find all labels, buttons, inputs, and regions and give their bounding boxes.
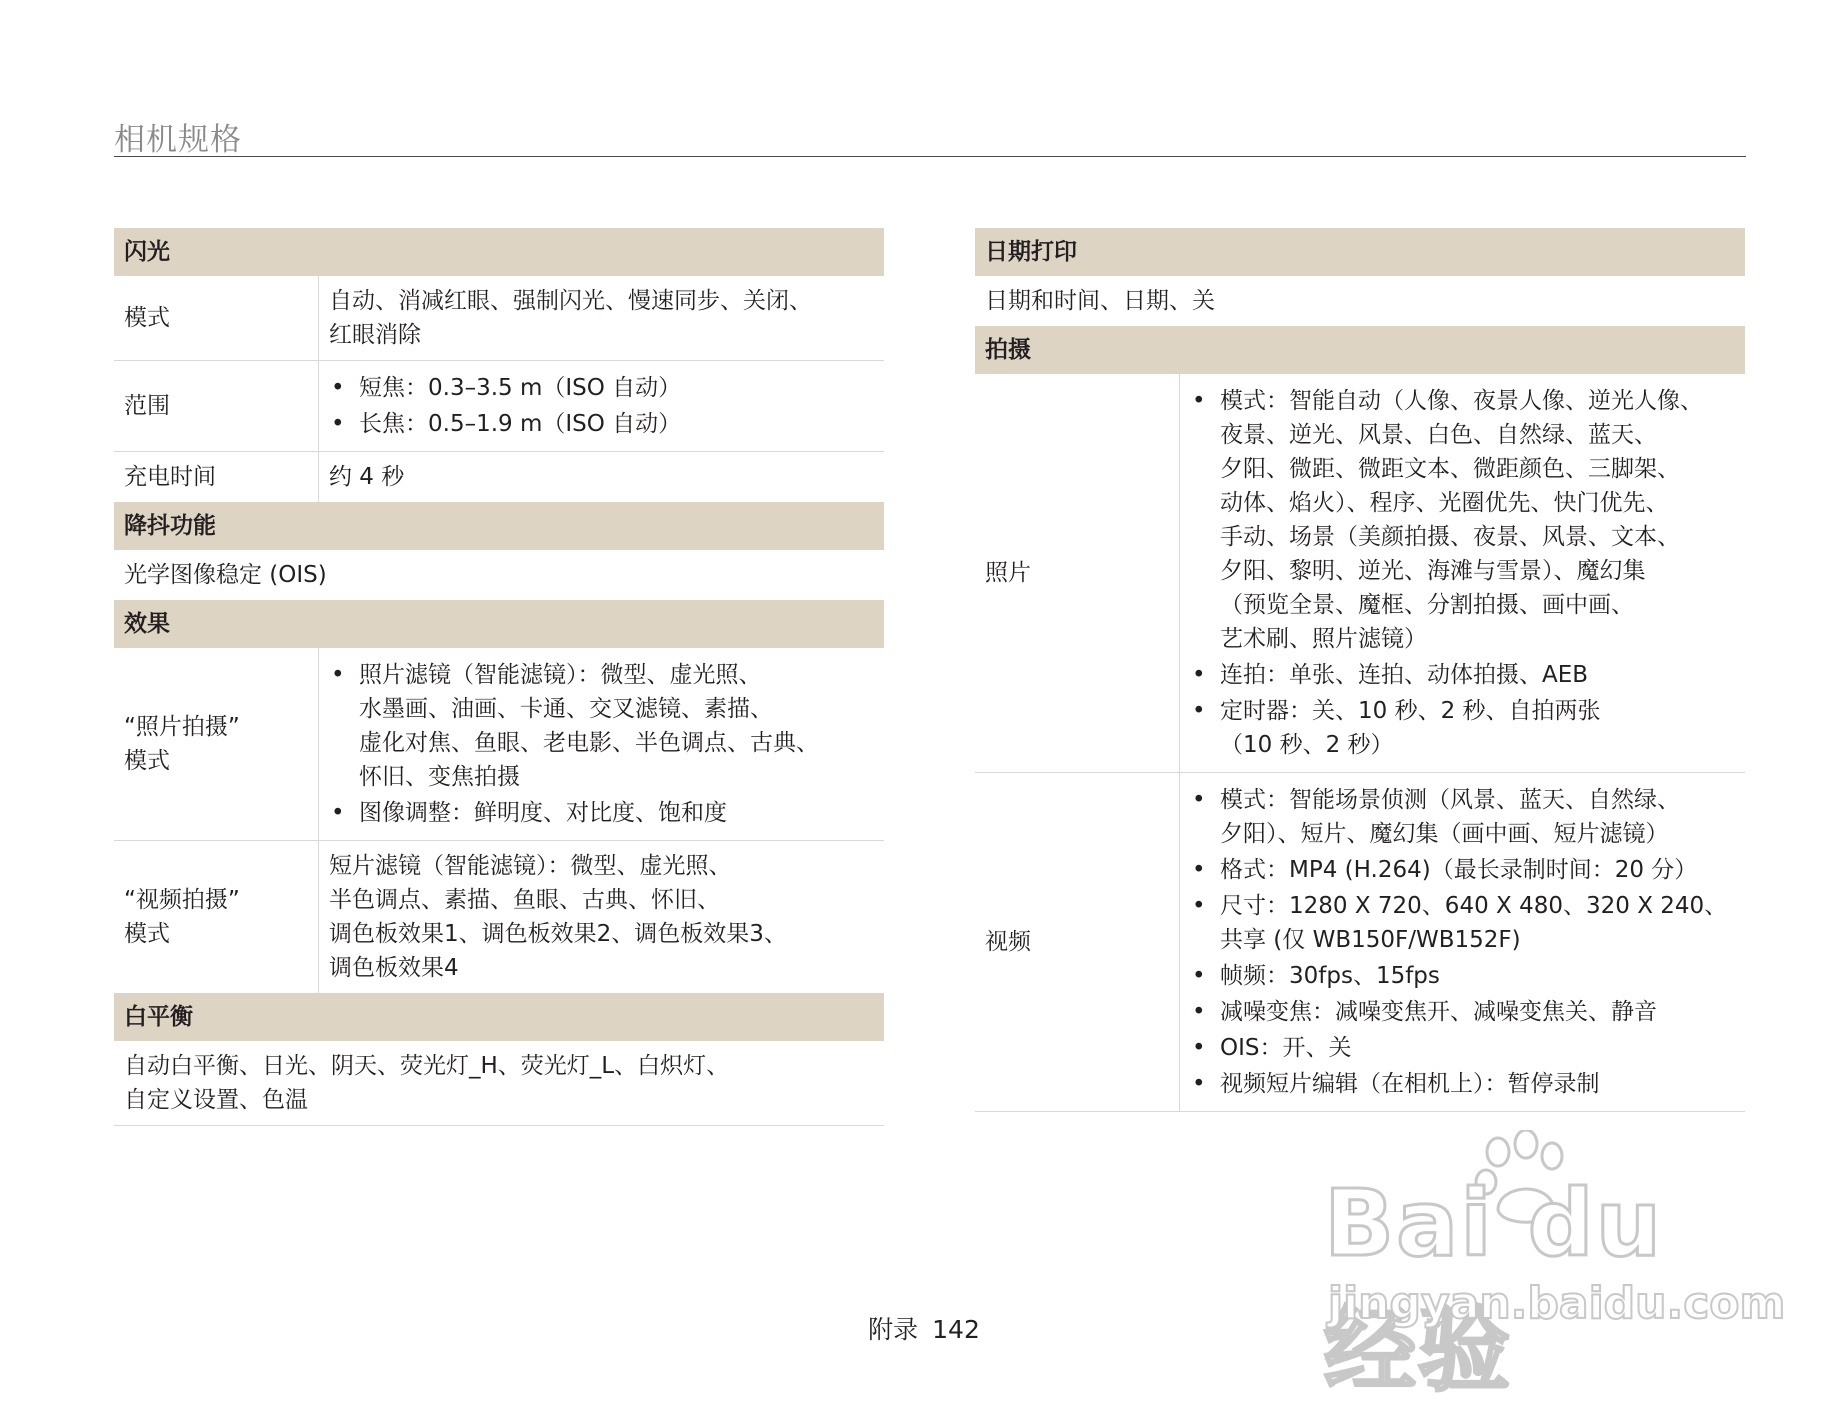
page-title: 相机规格 xyxy=(114,122,242,158)
flash-heading: 闪光 xyxy=(114,228,884,276)
date-print-heading: 日期打印 xyxy=(975,228,1745,276)
flash-charge-key: 充电时间 xyxy=(114,452,319,502)
flash-charge-row xyxy=(114,452,884,502)
flash-range-row xyxy=(114,361,884,452)
list-item: • 减噪变焦：减噪变焦开、减噪变焦关、静音 xyxy=(1190,995,1735,1029)
effects-video-row xyxy=(114,841,884,993)
effects-photo-key: “照片拍摄” 模式 xyxy=(114,648,319,840)
shooting-heading: 拍摄 xyxy=(975,326,1745,374)
flash-mode-row xyxy=(114,276,884,361)
stabilization-text: 光学图像稳定 (OIS) xyxy=(124,562,327,588)
flash-range-list xyxy=(329,371,874,441)
effects-photo-row xyxy=(114,648,884,841)
list-item: • 格式：MP4 (H.264)（最长录制时间：20 分） xyxy=(1190,853,1735,887)
title-rule xyxy=(114,156,1746,157)
effects-video-key: “视频拍摄” 模式 xyxy=(114,841,319,993)
footer-section: 附录 xyxy=(868,1315,919,1344)
white-balance-text: 自动白平衡、日光、阴天、荧光灯_H、荧光灯_L、白炽灯、 自定义设置、色温 xyxy=(114,1041,884,1126)
stabilization-heading: 降抖功能 xyxy=(114,502,884,550)
shooting-photo-row xyxy=(975,374,1745,773)
list-item: • 图像调整：鲜明度、对比度、饱和度 xyxy=(329,796,874,830)
shooting-video-list xyxy=(1190,783,1735,1101)
flash-mode-value: 自动、消减红眼、强制闪光、慢速同步、关闭、 红眼消除 xyxy=(329,288,812,348)
left-column xyxy=(114,228,884,1126)
watermark-brand: Bai du 经验 xyxy=(1324,1170,1664,1404)
list-item: • 尺寸：1280 X 720、640 X 480、320 X 240、 共享 (仅 WB150F/WB152F) xyxy=(1190,889,1735,957)
right-column xyxy=(975,228,1745,1112)
list-item: • 帧频：30fps、15fps xyxy=(1190,959,1735,993)
white-balance-heading: 白平衡 xyxy=(114,993,884,1041)
list-item: • 短焦：0.3–3.5 m（ISO 自动） xyxy=(329,371,874,405)
list-item: • 视频短片编辑（在相机上）：暂停录制 xyxy=(1190,1067,1735,1101)
list-item: • 长焦：0.5–1.9 m（ISO 自动） xyxy=(329,407,874,441)
list-item: • 照片滤镜（智能滤镜）：微型、虚光照、 水墨画、油画、卡通、交叉滤镜、素描、 虚化对焦、鱼眼、老电影、半色调点、古典、 怀旧、变焦拍摄 xyxy=(329,658,874,794)
baidu-watermark xyxy=(1310,1130,1786,1404)
watermark-url: jingyan.baidu.com xyxy=(1328,1278,1786,1329)
list-item: • 模式：智能场景侦测（风景、蓝天、自然绿、 夕阳）、短片、魔幻集（画中画、短片滤镜） xyxy=(1190,783,1735,851)
list-item: • 连拍：单张、连拍、动体拍摄、AEB xyxy=(1190,658,1735,692)
effects-heading: 效果 xyxy=(114,600,884,648)
flash-range-key: 范围 xyxy=(114,361,319,451)
shooting-video-key: 视频 xyxy=(975,773,1180,1111)
effects-photo-list xyxy=(329,658,874,830)
list-item: • 模式：智能自动（人像、夜景人像、逆光人像、 夜景、逆光、风景、白色、自然绿、蓝天、 夕阳、微距、微距文本、微距颜色、三脚架、 动体、焰火）、程序、光圈优先、快门优先、 手动、场景（美颜拍摄、夜景、风景、文本、 夕阳、黎明、逆光、海滩与雪景）、魔幻集 （预览全景、魔框、分割拍摄、画中画、 艺术刷、照片滤镜） xyxy=(1190,384,1735,656)
flash-mode-key: 模式 xyxy=(114,276,319,360)
flash-charge-value: 约 4 秒 xyxy=(329,464,405,490)
list-item: • OIS：开、关 xyxy=(1190,1031,1735,1065)
list-item: • 定时器：关、10 秒、2 秒、自拍两张 （10 秒、2 秒） xyxy=(1190,694,1735,762)
shooting-photo-list xyxy=(1190,384,1735,762)
shooting-video-row xyxy=(975,773,1745,1112)
date-print-text: 日期和时间、日期、关 xyxy=(985,288,1215,314)
page-number: 142 xyxy=(932,1315,980,1344)
shooting-photo-key: 照片 xyxy=(975,374,1180,772)
effects-video-value: 短片滤镜（智能滤镜）：微型、虚光照、 半色调点、素描、鱼眼、古典、怀旧、 调色板效果1、调色板效果2、调色板效果3、 调色板效果4 xyxy=(329,853,787,981)
